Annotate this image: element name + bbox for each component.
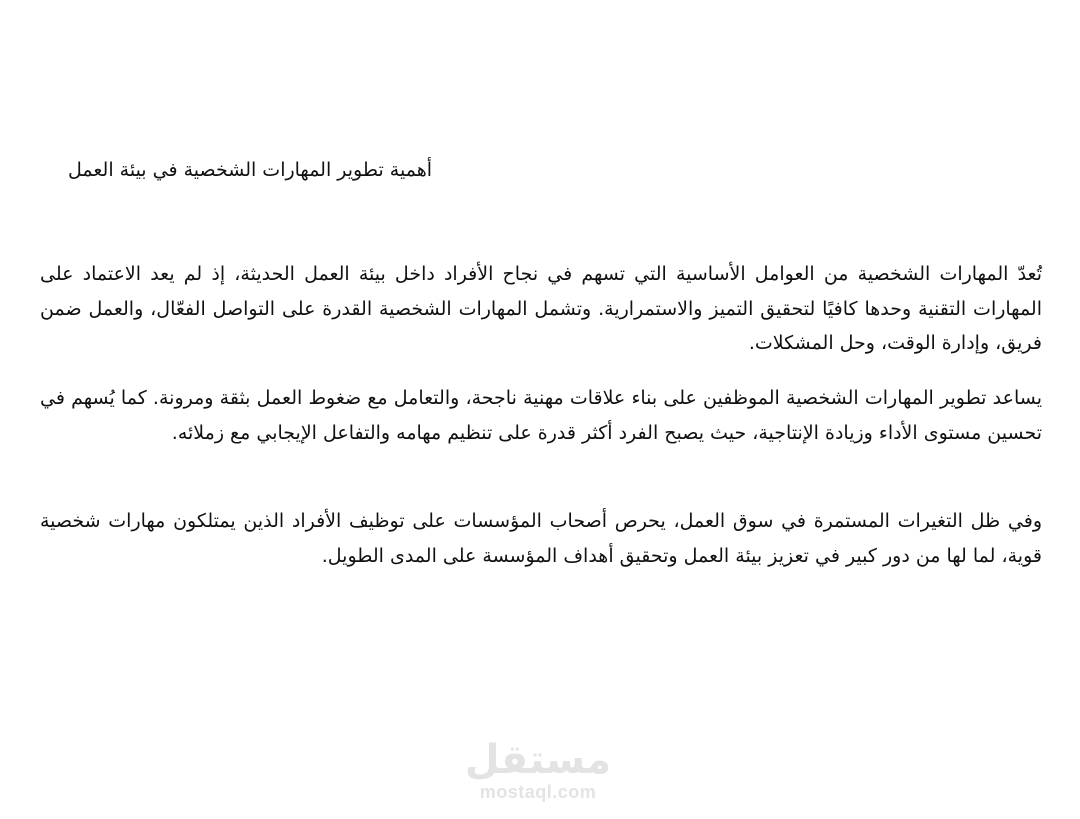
document-title: أهمية تطوير المهارات الشخصية في بيئة العمل bbox=[68, 159, 432, 181]
watermark-logo: مستقل bbox=[464, 737, 612, 783]
watermark-domain: mostaql.com bbox=[479, 782, 597, 802]
paragraph-2: يساعد تطوير المهارات الشخصية الموظفين على بناء علاقات مهنية ناجحة، والتعامل مع ضغوط العمل بثقة ومرونة. كما يُسهم في تحسين مستوى الأداء وزيادة الإنتاجية، حيث يصبح الفرد أكثر قدرة على تنظيم مهامه والتفاعل الإيجابي مع زملائه. bbox=[40, 387, 1042, 444]
paragraph-1: تُعدّ المهارات الشخصية من العوامل الأساسية التي تسهم في نجاح الأفراد داخل بيئة العمل الحديثة، إذ لم يعد الاعتماد على المهارات التقنية وحدها كافيًا لتحقيق التميز والاستمرارية. وتشمل المهارات الشخصية القدرة على التواصل الفعّال، والعمل ضمن فريق، وإدارة الوقت، وحل المشكلات. bbox=[40, 263, 1042, 354]
paragraph-3: وفي ظل التغيرات المستمرة في سوق العمل، يحرص أصحاب المؤسسات على توظيف الأفراد الذين يمتلكون مهارات شخصية قوية، لما لها من دور كبير في تعزيز بيئة العمل وتحقيق أهداف المؤسسة على المدى الطويل. bbox=[40, 510, 1042, 567]
mostaql-watermark bbox=[458, 738, 618, 806]
